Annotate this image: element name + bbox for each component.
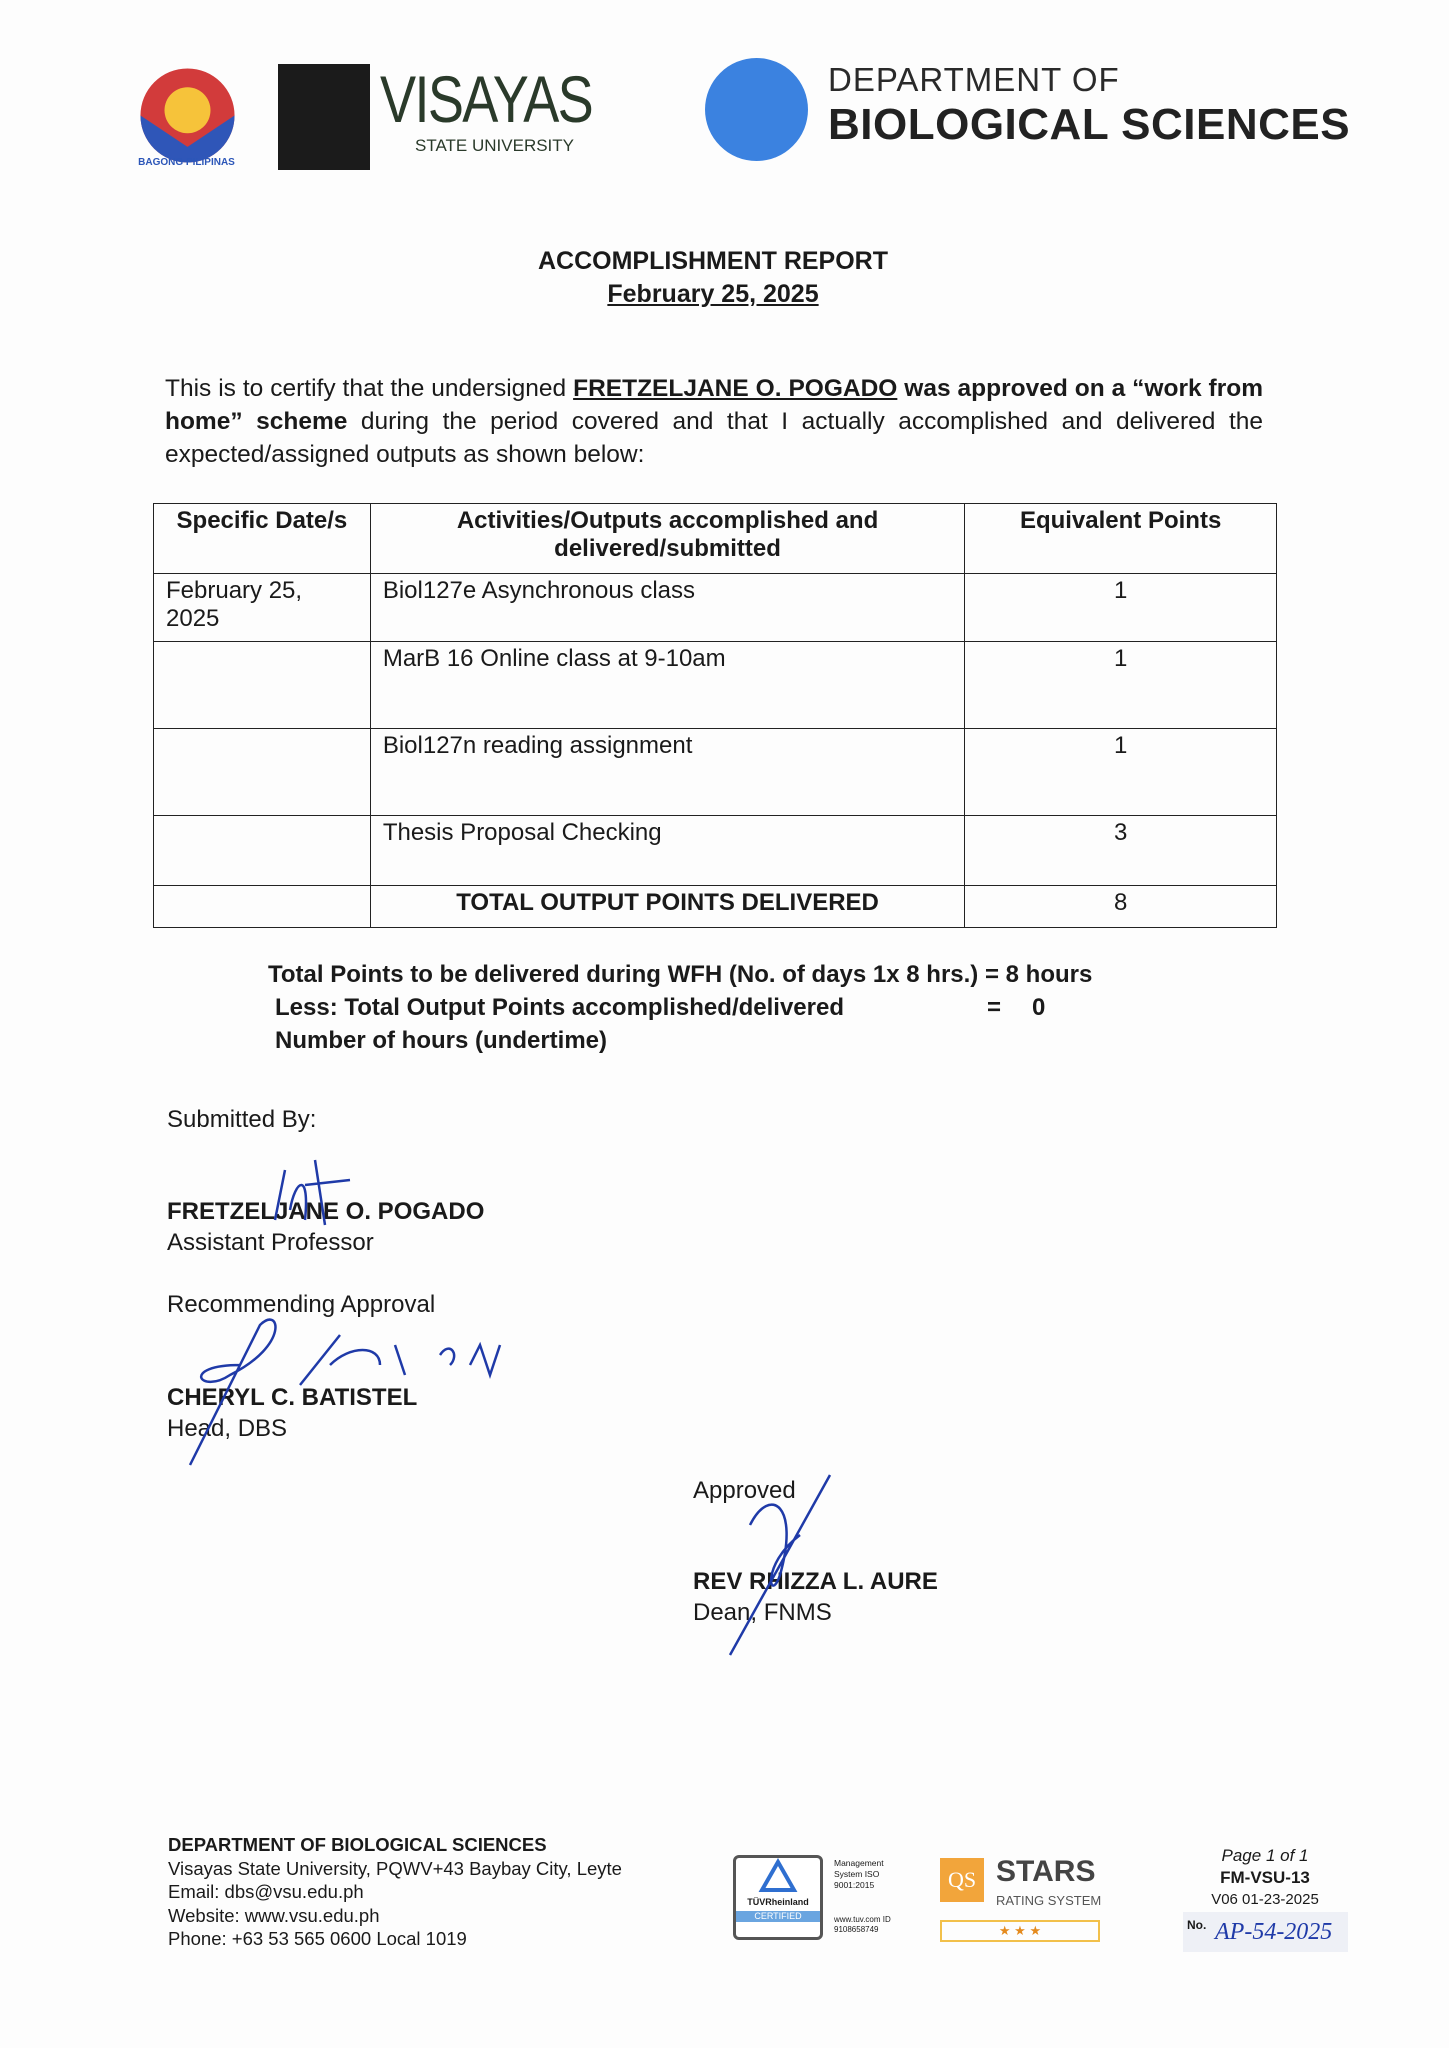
totals-line2-value: 0: [1032, 994, 1046, 1021]
row-activity: Biol127n reading assignment: [370, 729, 964, 816]
row-activity: MarB 16 Online class at 9-10am: [370, 642, 964, 729]
submitted-label: Submitted By:: [167, 1106, 317, 1133]
approved-label: Approved: [693, 1477, 796, 1504]
vsu-logo: [278, 64, 370, 170]
row-date: [154, 816, 371, 886]
total-empty: [154, 886, 371, 928]
totals-line3: Number of hours (undertime): [275, 1027, 608, 1054]
total-row: [154, 886, 1277, 928]
university-name: VISAYAS: [380, 62, 593, 136]
submitter-name: FRETZELJANE O. POGADO: [167, 1198, 485, 1225]
row-date: February 25, 2025: [154, 574, 371, 642]
footer-phone: Phone: +63 53 565 0600 Local 1019: [168, 1928, 467, 1949]
col-points: Equivalent Points: [965, 504, 1277, 574]
page-number: Page 1 of 1: [1221, 1846, 1309, 1865]
para-text: This is to certify that the undersigned: [165, 375, 574, 402]
control-number-value: AP-54-2025: [1215, 1919, 1333, 1945]
table-row: [154, 642, 1277, 729]
university-sub: STATE UNIVERSITY: [415, 136, 575, 155]
control-number-label: No.: [1187, 1918, 1207, 1932]
table-header-row: [154, 504, 1277, 574]
para-text-end: during the period covered and that I actually accomplished and delivered the expected/assigned outputs as shown below:: [165, 408, 1264, 468]
dept-line2: BIOLOGICAL SCIENCES: [828, 100, 1351, 149]
dept-line1: DEPARTMENT OF: [828, 61, 1120, 98]
tuv-url: www.tuv.com ID 9108658749: [834, 1915, 891, 1934]
para-name: FRETZELJANE O. POGADO: [573, 375, 898, 402]
row-points: 1: [965, 729, 1277, 816]
submitter-title: Assistant Professor: [167, 1229, 374, 1256]
report-title: ACCOMPLISHMENT REPORT: [538, 247, 888, 275]
row-points: 3: [965, 816, 1277, 886]
tuv-certified: CERTIFIED: [736, 1911, 820, 1922]
table-row: [154, 816, 1277, 886]
tuv-triangle-icon: [758, 1858, 798, 1892]
recommender-name: CHERYL C. BATISTEL: [167, 1384, 418, 1411]
table-row: [154, 729, 1277, 816]
row-date: [154, 642, 371, 729]
stars-title: STARS: [996, 1855, 1096, 1888]
total-value: 8: [965, 886, 1277, 928]
tuv-management-system: Management System ISO 9001:2015: [834, 1858, 884, 1890]
approver-signature: [720, 1465, 850, 1665]
recommender-title: Head, DBS: [167, 1415, 288, 1442]
tuv-brand: TÜVRheinland: [747, 1897, 809, 1907]
row-points: 1: [965, 642, 1277, 729]
totals-line2-eq: =: [987, 994, 1002, 1021]
form-version: V06 01-23-2025: [1211, 1891, 1319, 1908]
bagong-pilipinas-text: BAGONG PILIPINAS: [138, 157, 235, 168]
row-activity: Biol127e Asynchronous class: [370, 574, 964, 642]
para-scheme: was approved on a “work from home” scheme: [165, 375, 1263, 435]
totals-line1: Total Points to be delivered during WFH (No. of days 1x 8 hrs.) = 8 hours: [268, 961, 1093, 988]
control-number-box: [1183, 1912, 1348, 1952]
table-row: [154, 574, 1277, 642]
accomplishment-table: [153, 503, 1277, 928]
qs-logo: QS: [940, 1858, 984, 1902]
row-activity: Thesis Proposal Checking: [370, 816, 964, 886]
total-label: TOTAL OUTPUT POINTS DELIVERED: [370, 886, 964, 928]
row-points: 1: [965, 574, 1277, 642]
footer-address: Visayas State University, PQWV+43 Baybay City, Leyte: [168, 1857, 622, 1879]
dbs-logo: [705, 58, 808, 161]
recommender-signature: [150, 1285, 530, 1475]
form-code: FM-VSU-13: [1220, 1868, 1310, 1887]
approver-name: REV RHIZZA L. AURE: [693, 1568, 938, 1595]
report-date: February 25, 2025: [607, 280, 819, 308]
approver-title: Dean, FNMS: [693, 1599, 832, 1626]
certification-paragraph: [165, 372, 1263, 471]
stars-rating: ★ ★ ★: [940, 1920, 1100, 1942]
row-date: [154, 729, 371, 816]
col-date: Specific Date/s: [154, 504, 371, 574]
footer-dept: DEPARTMENT OF BIOLOGICAL SCIENCES: [168, 1834, 547, 1855]
totals-line2: Less: Total Output Points accomplished/delivered: [275, 994, 844, 1021]
recommending-label: Recommending Approval: [167, 1291, 436, 1318]
footer-website[interactable]: Website: www.vsu.edu.ph: [168, 1904, 380, 1926]
submitter-signature: [255, 1150, 355, 1230]
form-info: [1180, 1845, 1350, 1911]
stars-subtitle: RATING SYSTEM: [996, 1893, 1102, 1908]
footer-email[interactable]: Email: dbs@vsu.edu.ph: [168, 1881, 364, 1902]
bagong-pilipinas-logo: [135, 58, 240, 173]
col-activity: Activities/Outputs accomplished and delivered/submitted: [370, 504, 964, 574]
tuv-certification-logo: [733, 1855, 823, 1940]
footer-contact: [168, 1833, 622, 1951]
